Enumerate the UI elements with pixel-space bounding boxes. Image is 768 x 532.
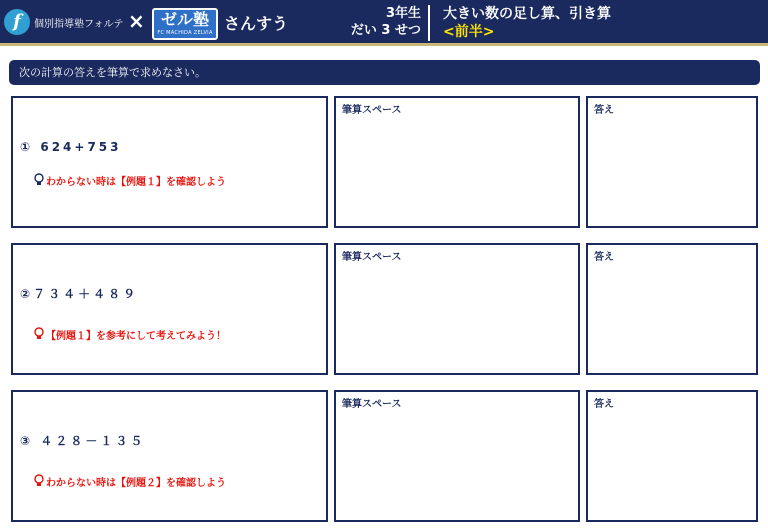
problem-expression: ②７３４＋４８９: [20, 287, 139, 301]
work-space-box-1[interactable]: [334, 96, 580, 228]
lightbulb-icon: [33, 173, 45, 187]
answer-box-1[interactable]: [586, 96, 758, 228]
collab-cross: ×: [128, 9, 145, 33]
header-bar: [0, 0, 768, 46]
subject-title: さんすう: [224, 14, 289, 33]
zelu-logo: [152, 8, 218, 40]
answer-box-2[interactable]: [586, 243, 758, 375]
answer-label: 答え: [594, 105, 614, 116]
question-box-3: [11, 390, 328, 522]
work-space-label: 筆算スペース: [342, 399, 402, 410]
question-box-2: [11, 243, 328, 375]
hint-text: 【例題１】を参考にして考えてみよう！: [46, 331, 226, 342]
unit-label: だい 3 せつ: [350, 23, 421, 38]
grade-info: [333, 5, 421, 39]
forte-logo: f: [4, 9, 30, 35]
answer-label: 答え: [594, 252, 614, 263]
lightbulb-icon: [33, 474, 45, 488]
problem-expression: ③ ４２８－１３５: [20, 434, 146, 448]
answer-label: 答え: [594, 399, 614, 410]
hint-text: わからない時は【例題２】を確認しよう: [46, 478, 226, 489]
brand-name: 個別指導塾フォルテ: [34, 19, 124, 30]
zelu-logo-subtext: FC MACHIDA ZELVIA: [157, 30, 213, 36]
topic-title: 大きい数の足し算、引き算: [443, 6, 611, 22]
topic-block: [443, 5, 611, 41]
grade-label: 3年生: [385, 6, 421, 21]
question-box-1: [11, 96, 328, 228]
work-space-label: 筆算スペース: [342, 105, 402, 116]
instruction-bar: 次の計算の答えを筆算で求めなさい。: [9, 60, 760, 85]
topic-subtitle: <前半>: [443, 24, 495, 40]
zelu-logo-text: ゼル塾: [160, 10, 209, 29]
header-divider: [428, 5, 430, 41]
lightbulb-icon: [33, 327, 45, 341]
answer-box-3[interactable]: [586, 390, 758, 522]
hint-text: わからない時は【例題１】を確認しよう: [46, 177, 226, 188]
work-space-label: 筆算スペース: [342, 252, 402, 263]
work-space-box-3[interactable]: [334, 390, 580, 522]
problem-expression: ① 624+753: [20, 140, 122, 154]
work-space-box-2[interactable]: [334, 243, 580, 375]
